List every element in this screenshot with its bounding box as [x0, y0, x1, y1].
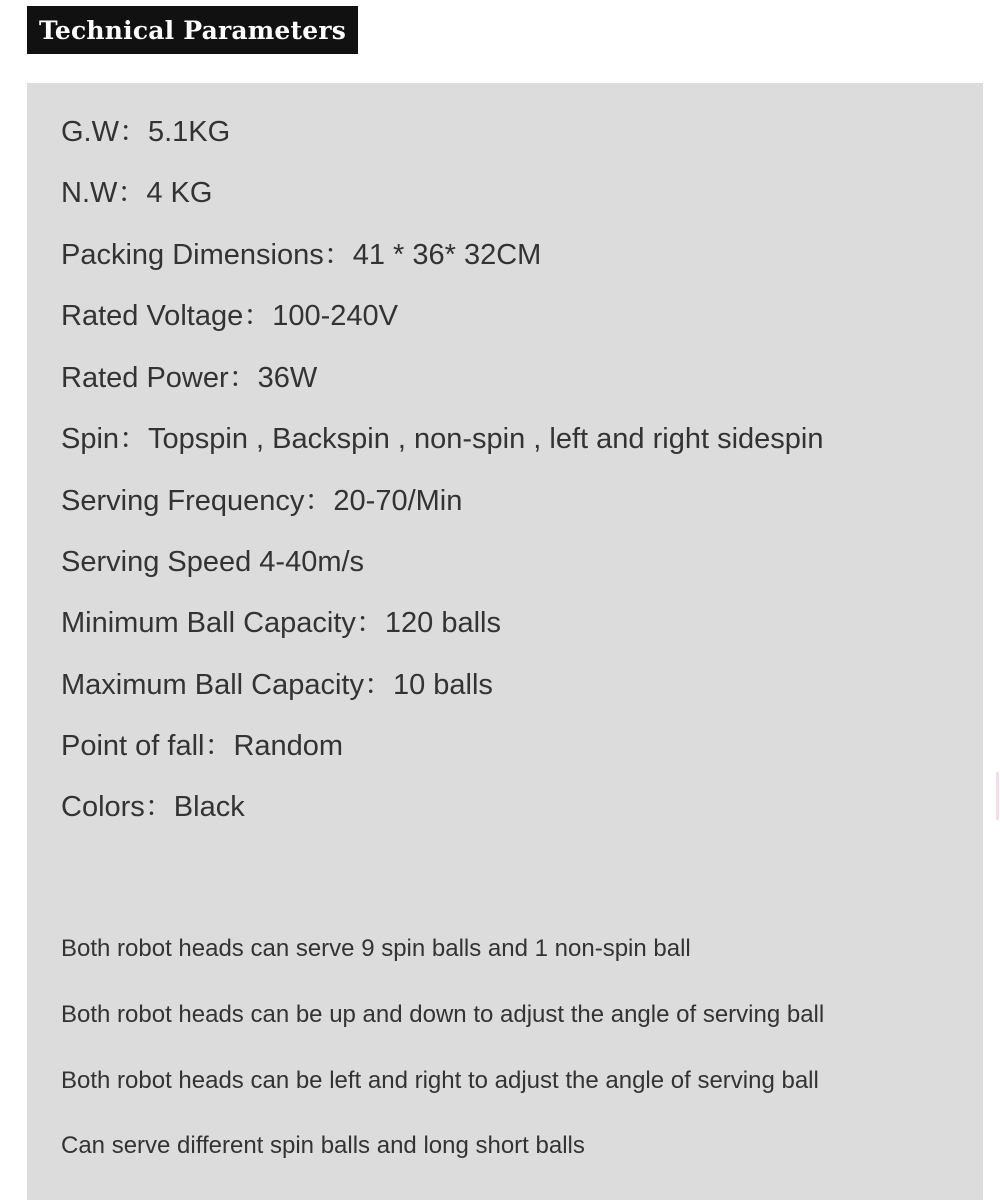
parameters-panel	[27, 83, 983, 1200]
param-serving-frequency: Serving Frequency：20-70/Min	[61, 485, 463, 517]
param-max-ball-capacity: Maximum Ball Capacity：10 balls	[61, 669, 493, 701]
feature-line: Both robot heads can serve 9 spin balls and 1 non-spin ball	[61, 935, 691, 962]
param-gross-weight: G.W：5.1KG	[61, 116, 231, 148]
param-point-of-fall: Point of fall：Random	[61, 730, 344, 762]
param-min-ball-capacity: Minimum Ball Capacity：120 balls	[61, 607, 501, 639]
param-rated-power: Rated Power：36W	[61, 362, 318, 394]
edge-artifact	[996, 772, 999, 820]
param-colors: Colors：Black	[61, 791, 245, 823]
feature-line: Both robot heads can be left and right to adjust the angle of serving ball	[61, 1067, 819, 1094]
feature-line: Can serve different spin balls and long short balls	[61, 1132, 585, 1159]
param-net-weight: N.W：4 KG	[61, 177, 213, 209]
param-spin: Spin：Topspin , Backspin , non-spin , left and right sidespin	[61, 423, 824, 455]
section-title: Technical Parameters	[38, 15, 347, 45]
feature-line: Both robot heads can be up and down to adjust the angle of serving ball	[61, 1001, 825, 1028]
param-packing-dimensions: Packing Dimensions：41 * 36* 32CM	[61, 239, 542, 271]
param-serving-speed: Serving Speed 4-40m/s	[61, 546, 365, 578]
param-rated-voltage: Rated Voltage：100-240V	[61, 300, 398, 332]
section-title-bar	[27, 6, 358, 54]
